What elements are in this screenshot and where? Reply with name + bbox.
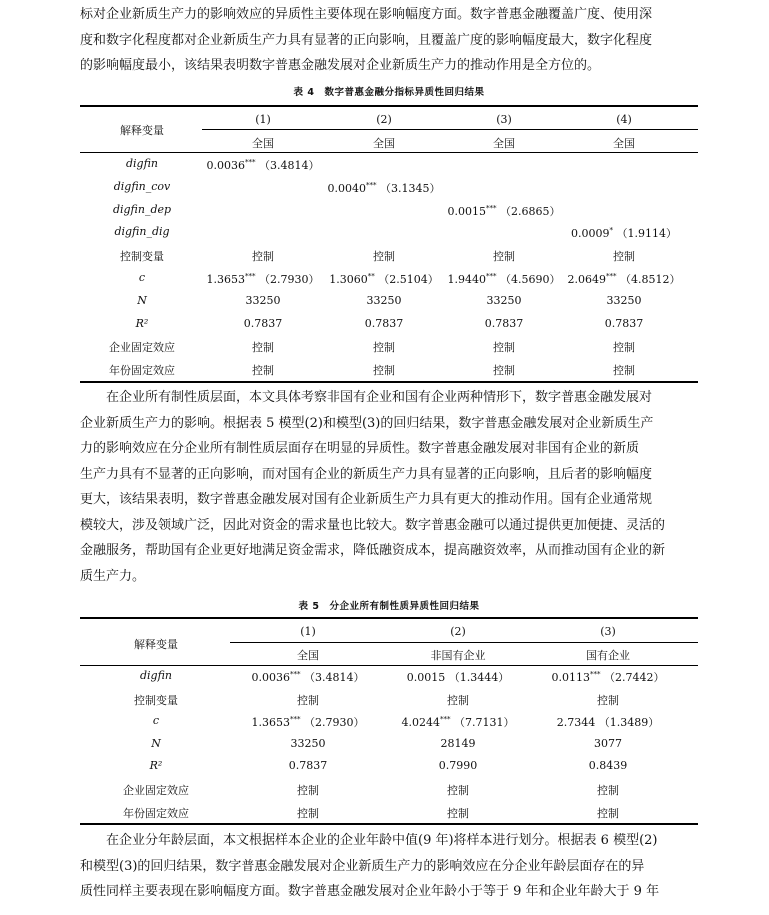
coef-cell: [207, 157, 320, 173]
coef-cell: [557, 714, 660, 730]
para2-line: 金融服务，帮助国有企业更好地满足资金需求，降低融资成本，提高融资效率，从而推动国有企业的新: [80, 543, 666, 558]
significance-stars: ***: [245, 272, 256, 281]
table5-caption: 表 5 分企业所有制性质异质性回归结果: [298, 601, 480, 612]
model-number: (2): [376, 113, 392, 126]
t-statistic: （3.4814）: [300, 671, 365, 684]
t-statistic: （4.5690）: [496, 273, 561, 286]
t-statistic: （1.3489）: [595, 716, 660, 730]
significance-stars: ***: [606, 272, 617, 281]
significance-stars: ***: [245, 158, 256, 167]
row-label: 年份固定效应: [109, 364, 175, 378]
coefficient: 0.0113: [551, 671, 590, 684]
table-header-rule: [80, 665, 698, 666]
table-cell: 33250: [486, 293, 522, 307]
table-mid-rule: [230, 642, 698, 643]
coefficient: 1.9440: [447, 273, 486, 286]
t-statistic: （2.6865）: [496, 204, 561, 218]
t-statistic: （3.1345）: [376, 181, 441, 195]
table-bottom-rule: [80, 381, 698, 383]
coef-cell: [402, 714, 515, 730]
table-cell: 控制: [597, 693, 619, 707]
table-top-rule: [80, 617, 698, 619]
significance-stars: ***: [590, 670, 601, 679]
para3-line: 在企业分年龄层面，本文根据样本企业的企业年龄中值(9 年)将样本进行划分。根据表 6 模型(2): [80, 833, 658, 848]
coefficient: 1.3060: [329, 273, 368, 286]
para3-line: 和模型(3)的回归结果，数字普惠金融发展对企业新质生产力的影响效应在分企业年龄层面存在的异: [80, 858, 645, 874]
para2-line: 更大，该结果表明，数字普惠金融发展对国有企业新质生产力具有更大的推动作用。国有企业通常规: [80, 492, 653, 507]
table-mid-rule: [202, 129, 698, 130]
para2-line: 企业新质生产力的影响。根据表 5 模型(2)和模型(3)的回归结果，数字普惠金融发展对企业新质生产: [80, 415, 654, 431]
table-cell: 控制: [252, 364, 274, 378]
significance-stars: ***: [486, 272, 497, 281]
table-cell: 3077: [594, 736, 622, 750]
coefficient: 0.0015: [447, 204, 486, 218]
coef-cell: [568, 271, 681, 287]
coefficient: 1.3653: [251, 716, 290, 730]
table4-caption: 表 4 数字普惠金融分指标异质性回归结果: [293, 87, 485, 98]
t-statistic: （1.9114）: [613, 227, 677, 241]
sample-label: 全国: [252, 137, 274, 150]
coefficient: 0.0036: [206, 159, 245, 172]
row-label: R²: [135, 316, 149, 330]
table-cell: 0.7837: [364, 316, 404, 330]
paragraph-intro: [80, 2, 698, 79]
significance-stars: ***: [290, 670, 301, 679]
sample-label: 国有企业: [586, 649, 630, 662]
table-cell: 控制: [597, 784, 619, 797]
row-label: c: [138, 271, 146, 284]
row-label: 控制变量: [134, 693, 178, 707]
table-cell: 控制: [373, 341, 395, 355]
model-number: (3): [600, 625, 616, 638]
significance-stars: ***: [440, 715, 451, 724]
sample-label: 全国: [373, 137, 395, 150]
row-label: c: [152, 714, 160, 728]
table-cell: 控制: [297, 784, 319, 797]
table-cell: 33250: [290, 736, 326, 750]
model-number: (1): [255, 113, 271, 126]
table4: [80, 105, 698, 383]
table-header-rule: [80, 152, 698, 153]
para1-line: 标对企业新质生产力的影响效应的异质性主要体现在影响幅度方面。数字普惠金融覆盖广度、使用深: [80, 7, 653, 22]
table-cell: 控制: [613, 364, 635, 378]
table-cell: 控制: [252, 250, 274, 264]
para3-line: 质性同样主要表现在影响幅度方面。数字普惠金融发展对企业年龄小于等于 9 年和企业年龄大于 9 年: [80, 884, 660, 899]
table-cell: 控制: [493, 364, 515, 378]
row-label: N: [137, 293, 147, 307]
table-cell: 控制: [613, 250, 635, 264]
table-cell: 0.8439: [588, 759, 628, 773]
table-cell: 控制: [297, 693, 319, 707]
row-label: 控制变量: [120, 250, 164, 264]
sample-label: 非国有企业: [430, 649, 486, 662]
coefficient: 0.0040: [327, 181, 366, 195]
table-cell: 控制: [447, 693, 469, 707]
model-number: (3): [496, 113, 512, 126]
sample-label: 全国: [493, 137, 515, 150]
coefficient: 2.7344: [556, 716, 596, 730]
table-cell: 控制: [297, 806, 319, 820]
t-statistic: （2.7442）: [600, 671, 665, 684]
row-label: 企业固定效应: [109, 341, 175, 355]
table-cell: 控制: [493, 341, 515, 355]
para1-line: 度和数字化程度都对企业新质生产力具有显著的正向影响，且覆盖广度的影响幅度最大，数字化程度: [80, 32, 653, 48]
table-top-rule: [80, 105, 698, 107]
table-cell: 控制: [447, 806, 469, 820]
table-cell: 控制: [447, 784, 469, 797]
coefficient: 1.3653: [206, 273, 245, 286]
sample-label: 全国: [613, 137, 635, 150]
significance-stars: *: [609, 226, 613, 235]
table-cell: 0.7837: [243, 316, 283, 330]
table-cell: 33250: [245, 293, 281, 307]
t-statistic: （2.7930）: [300, 716, 365, 730]
t-statistic: （3.4814）: [255, 159, 320, 172]
para1-line: 的影响幅度最小，该结果表明数字普惠金融发展对企业新质生产力的推动作用是全方位的。: [80, 58, 601, 73]
paragraph-ownership: [80, 385, 698, 589]
table-cell: 28149: [440, 736, 476, 750]
para2-line: 模较大，涉及领域广泛，因此对资金的需求量也比较大。数字普惠金融可以通过提供更加便捷、灵活的: [80, 517, 666, 533]
table-cell: 控制: [493, 250, 515, 264]
coef-cell: [552, 669, 665, 685]
table-cell: 0.7837: [484, 316, 524, 330]
table-cell: 控制: [373, 250, 395, 264]
table-cell: 33250: [606, 293, 642, 307]
table-bottom-rule: [80, 823, 698, 825]
paragraph-age: [80, 828, 698, 905]
para2-line: 生产力具有不显著的正向影响，而对国有企业的新质生产力具有显著的正向影响，且后者的影响幅度: [80, 466, 653, 482]
para2-line: 在企业所有制性质层面，本文具体考察非国有企业和国有企业两种情形下，数字普惠金融发展对: [80, 390, 653, 405]
coefficient: 2.0649: [567, 273, 606, 286]
para2-line: 质生产力。: [80, 568, 146, 584]
row-label: digfin_dep: [112, 202, 172, 216]
coef-cell: [571, 225, 677, 241]
table-cell: 0.7837: [288, 759, 328, 773]
coef-cell: [252, 669, 365, 685]
coefficient: 0.0015: [406, 671, 446, 684]
coef-cell: [407, 669, 510, 685]
row-label: N: [151, 736, 161, 750]
row-label: digfin: [139, 669, 173, 682]
var-header: 解释变量: [120, 124, 164, 137]
coefficient: 4.0244: [401, 716, 440, 730]
table-cell: 33250: [366, 293, 402, 307]
row-label: R²: [149, 759, 163, 773]
coef-cell: [448, 203, 561, 219]
model-number: (2): [450, 625, 466, 638]
table-cell: 控制: [373, 364, 395, 378]
t-statistic: （7.7131）: [450, 716, 515, 730]
coef-cell: [448, 271, 561, 287]
significance-stars: ***: [366, 181, 377, 190]
table-cell: 0.7990: [438, 759, 478, 773]
significance-stars: ***: [486, 203, 497, 212]
model-number: (4): [616, 113, 632, 126]
table5: [80, 617, 698, 827]
significance-stars: **: [367, 272, 375, 281]
para2-line: 力的影响效应在分企业所有制性质层面存在明显的异质性。数字普惠金融发展对非国有企业的新质: [80, 441, 640, 456]
row-label: 年份固定效应: [123, 806, 189, 820]
row-label: digfin_cov: [113, 179, 171, 193]
coefficient: 0.0009: [571, 227, 610, 241]
row-label: digfin_dig: [114, 225, 170, 239]
t-statistic: （1.3444）: [445, 671, 510, 684]
table-cell: 0.7837: [604, 316, 644, 330]
table-cell: 控制: [252, 341, 274, 355]
sample-label: 全国: [297, 649, 319, 662]
table-cell: 控制: [613, 341, 635, 355]
coefficient: 0.0036: [251, 671, 290, 684]
significance-stars: ***: [290, 715, 301, 724]
table-cell: 控制: [597, 806, 619, 820]
coef-cell: [207, 271, 320, 287]
t-statistic: （2.7930）: [255, 273, 320, 286]
coef-cell: [328, 180, 441, 196]
t-statistic: （4.8512）: [616, 273, 681, 286]
row-label: digfin: [125, 157, 159, 170]
coef-cell: [252, 714, 365, 730]
var-header: 解释变量: [134, 638, 178, 651]
model-number: (1): [300, 625, 316, 638]
t-statistic: （2.5104）: [374, 273, 439, 286]
coef-cell: [329, 271, 439, 287]
row-label: 企业固定效应: [123, 784, 189, 797]
